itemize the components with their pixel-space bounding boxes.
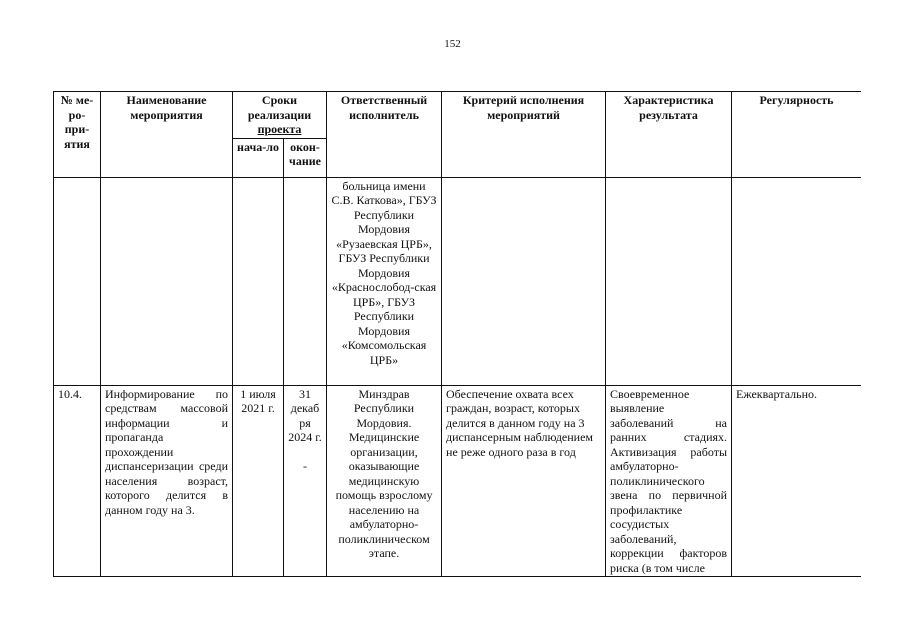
cell-start: 1 июля 2021 г. [233, 385, 284, 577]
cell-responsible: Минздрав Республики Мордовия. Медицинские организации, оказывающие медицинскую помощь взрослому населению на амбулаторно-поликлиническом этапе. [327, 385, 442, 577]
cell-empty [606, 177, 732, 385]
header-terms-line1: Сроки реализации [247, 93, 312, 122]
cell-empty [233, 177, 284, 385]
table-row-continuation [54, 177, 862, 385]
page-number: 152 [444, 38, 461, 50]
cell-empty [732, 177, 861, 385]
header-criterion: Критерий исполнения мероприятий [442, 92, 606, 178]
cell-result: Своевременное выявление заболеваний на ранних стадиях. Активизация работы амбулаторно-поликлинического звена по первичной профилактике сосудистых заболеваний, коррекции факторов риска (в том числе [606, 385, 732, 577]
cell-empty [101, 177, 233, 385]
cell-num: 10.4. [54, 385, 101, 577]
header-terms [233, 92, 327, 139]
header-end: окон-чание [284, 138, 327, 177]
cell-criterion: Обеспечение охвата всех граждан, возраст, которых делится в данном году на 3 диспансерным наблюдением не реже одного раза в год [442, 385, 606, 577]
header-regularity: Регулярность [732, 92, 861, 178]
cell-empty [442, 177, 606, 385]
cell-end-note: - [303, 459, 307, 473]
cell-end [284, 385, 327, 577]
cell-empty [54, 177, 101, 385]
cell-regularity: Ежеквартально. [732, 385, 861, 577]
cell-responsible-continued: больница имени С.В. Каткова», ГБУЗ Республики Мордовия «Рузаевская ЦРБ», ГБУЗ Республики Мордовия «Краснослобод-ская ЦРБ», ГБУЗ Республики Мордовия «Комсомольская ЦРБ» [327, 177, 442, 385]
activities-table [53, 91, 861, 577]
cell-name: Информирование по средствам массовой информации и пропаганда прохождении диспансеризации среди населения возраст, которого делится в данном году на 3. [101, 385, 233, 577]
cell-end-text: 31 декаб ря 2024 г. [288, 386, 322, 444]
table-container [53, 91, 861, 640]
header-terms-line2: проекта [257, 122, 302, 136]
header-result: Характеристика результата [606, 92, 732, 178]
header-name: Наименование мероприятия [101, 92, 233, 178]
header-start: нача-ло [233, 138, 284, 177]
header-responsible: Ответственный исполнитель [327, 92, 442, 178]
header-row [54, 92, 862, 139]
table-row [54, 385, 862, 577]
cell-empty [284, 177, 327, 385]
header-num: № ме-ро-при-ятия [54, 92, 101, 178]
